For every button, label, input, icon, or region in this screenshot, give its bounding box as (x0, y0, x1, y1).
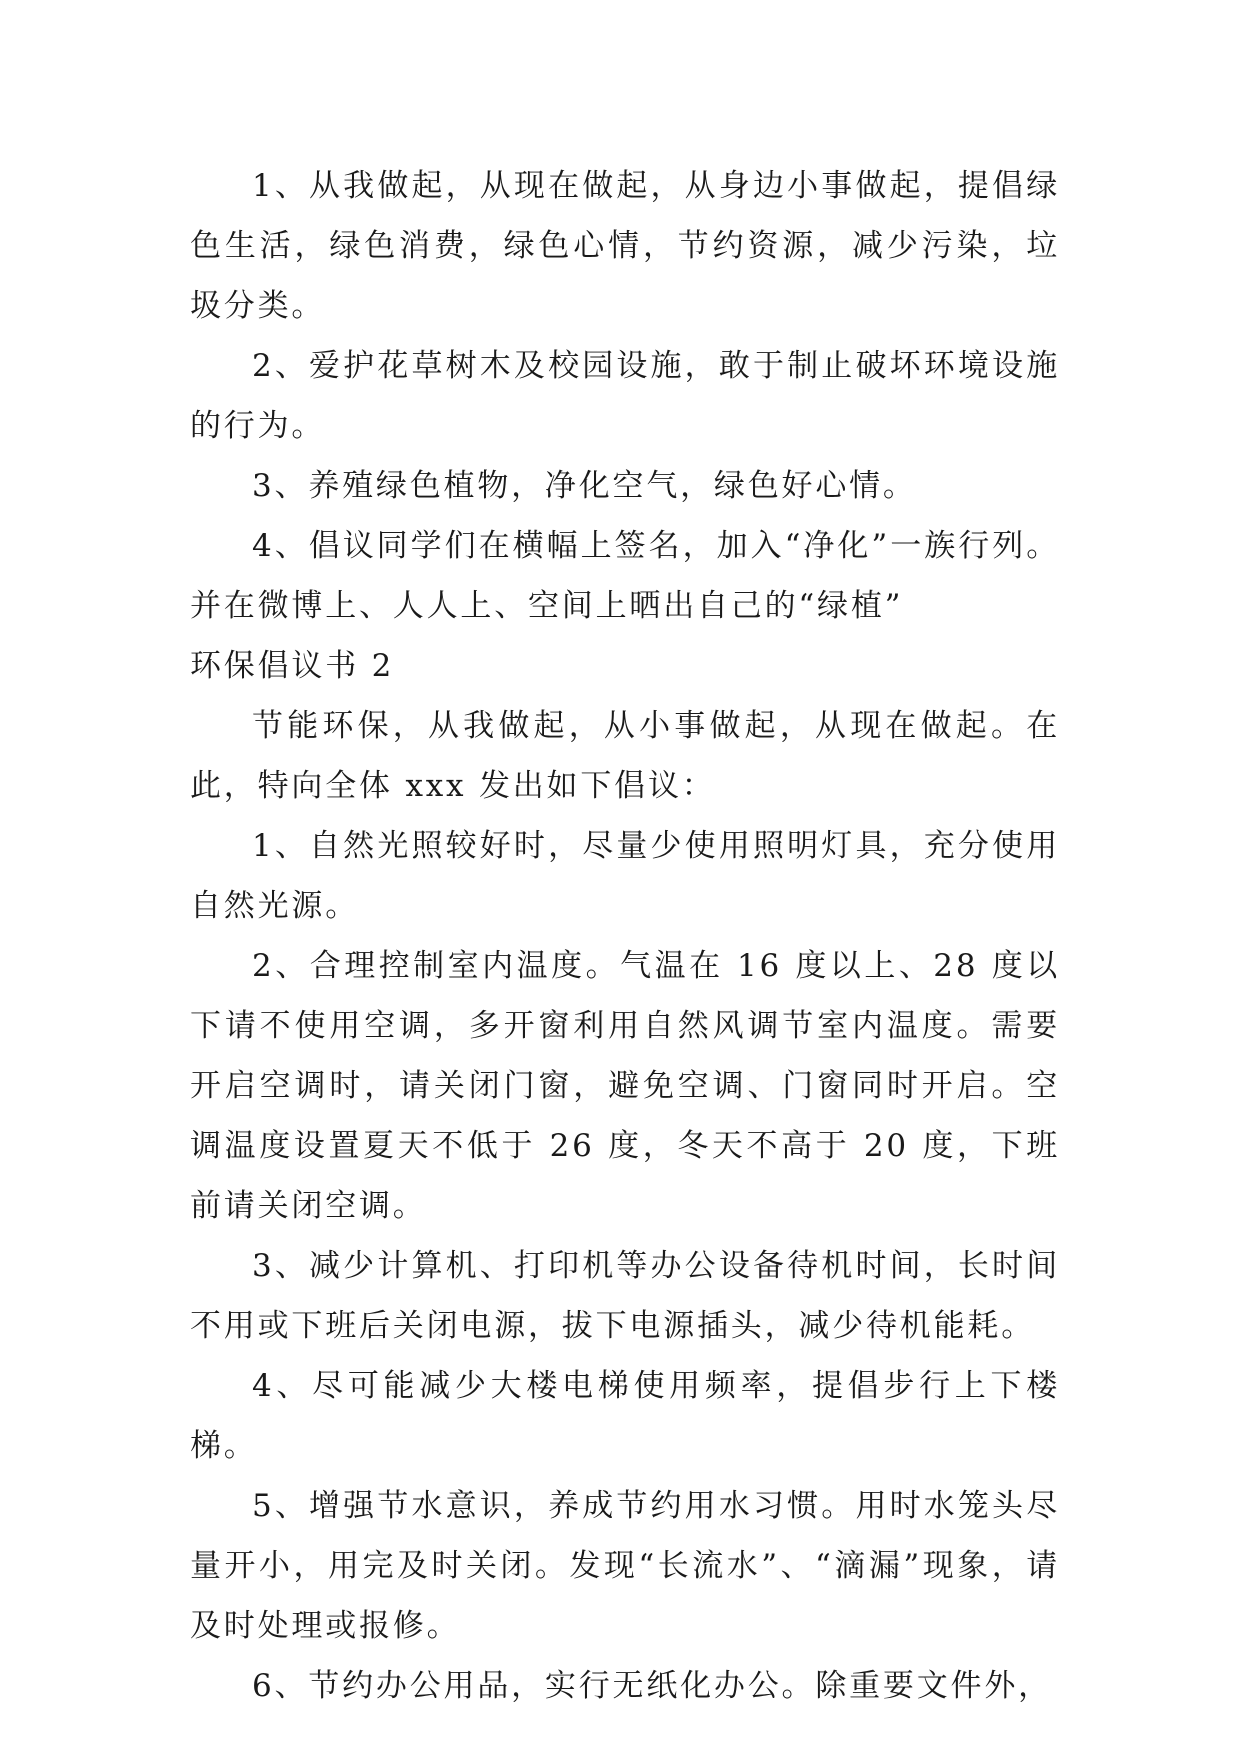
proposal-item-5: 5、增强节水意识，养成节约用水习惯。用时水笼头尽量开小，用完及时关闭。发现“长流水”、“滴漏”现象，请及时处理或报修。 (190, 1488, 1060, 1644)
proposal-item-2: 2、合理控制室内温度。气温在 16 度以上、28 度以下请不使用空调，多开窗利用自然风调节室内温度。需要开启空调时，请关闭门窗，避免空调、门窗同时开启。空调温度设置夏天不低于 26 度，冬天不高于 20 度，下班前请关闭空调。 (190, 948, 1060, 1224)
proposal-item-1: 1、自然光照较好时，尽量少使用照明灯具，充分使用自然光源。 (190, 828, 1060, 924)
section-title: 环保倡议书 2 (190, 648, 395, 684)
proposal-item-3: 3、减少计算机、打印机等办公设备待机时间，长时间不用或下班后关闭电源，拔下电源插头，减少待机能耗。 (190, 1248, 1060, 1344)
proposal-item-6: 6、节约办公用品，实行无纸化办公。除重要文件外， (252, 1668, 1052, 1704)
document-body (190, 156, 1060, 1716)
paragraph-item-3: 3、养殖绿色植物，净化空气，绿色好心情。 (252, 468, 917, 504)
paragraph-item-2: 2、爱护花草树木及校园设施，敢于制止破坏环境设施的行为。 (190, 348, 1060, 444)
intro-paragraph: 节能环保，从我做起，从小事做起，从现在做起。在此，特向全体 xxx 发出如下倡议： (190, 708, 1060, 804)
paragraph-item-1: 1、从我做起，从现在做起，从身边小事做起，提倡绿色生活，绿色消费，绿色心情，节约资源，减少污染，垃圾分类。 (190, 168, 1060, 324)
paragraph-item-4: 4、倡议同学们在横幅上签名，加入“净化”一族行列。并在微博上、人人上、空间上晒出自己的“绿植” (190, 528, 1060, 624)
proposal-item-4: 4、尽可能减少大楼电梯使用频率，提倡步行上下楼梯。 (190, 1368, 1060, 1464)
